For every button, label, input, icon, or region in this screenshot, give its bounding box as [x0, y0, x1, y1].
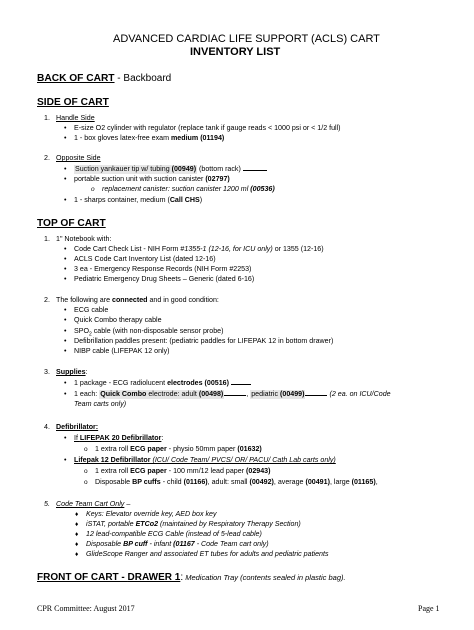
- defib-lifepak20: • If LIFEPAK 20 Defibrillator:: [74, 434, 163, 443]
- list-item: • 1 package - ECG radiolucent electrodes (00516): [74, 379, 251, 388]
- front-of-cart-line: FRONT OF CART - DRAWER 1: Medication Tray (contents sealed in plastic bag).: [37, 572, 346, 583]
- list-item: • E-size O2 cylinder with regulator (replace tank if gauge reads < 1000 psi or < 1/2 full): [74, 124, 341, 133]
- top-of-cart-heading: TOP OF CART: [37, 218, 106, 229]
- notebook-label: 1" Notebook with:: [56, 235, 112, 243]
- list-item: • 3 ea - Emergency Response Records (NIH Form #2253): [74, 265, 251, 274]
- opposite-side-num: 2.: [44, 154, 50, 162]
- list-item: • 1 - box gloves latex-free exam medium (01194): [74, 134, 224, 143]
- list-item: • Pediatric Emergency Drug Sheets – Generic (dated 6-16): [74, 275, 254, 284]
- connected-label: The following are connected and in good condition:: [56, 296, 219, 304]
- list-item: • ECG cable: [74, 306, 108, 315]
- footer-page-number: Page 1: [418, 604, 440, 613]
- supplies-label: Supplies:: [56, 368, 88, 376]
- handle-side-label: Handle Side: [56, 114, 95, 122]
- list-item: • 1 - sharps container, medium (Call CHS): [74, 196, 202, 205]
- defib-lifepak12: • Lifepak 12 Defibrillator (ICU/ Code Team/ PVCS/ OR/ PACU/ Cath Lab carts only): [74, 456, 336, 465]
- list-item: ♦ 12 lead-compatible ECG Cable (instead of 5-lead cable): [86, 530, 262, 539]
- list-item: • Suction yankauer tip w/ tubing (00949) (bottom rack): [74, 165, 267, 174]
- supplies-num: 3.: [44, 368, 50, 376]
- list-item: • Defibrillation paddles present: (pediatric paddles for LIFEPAK 12 in bottom drawer): [74, 337, 333, 346]
- opposite-side-label: Opposite Side: [56, 154, 101, 162]
- doc-title: ADVANCED CARDIAC LIFE SUPPORT (ACLS) CART: [113, 33, 380, 45]
- list-item: • Quick Combo therapy cable: [74, 316, 162, 325]
- list-item: • 1 each: Quick Combo electrode: adult (00498) , pediatric (00499) (2 ea. on ICU/Code: [74, 390, 391, 399]
- list-subitem: o 1 extra roll ECG paper - 100 mm/12 lead paper (02943): [95, 467, 270, 476]
- list-item: ♦ iSTAT, portable ETCo2 (maintained by Respiratory Therapy Section): [86, 520, 301, 529]
- defib-num: 4.: [44, 423, 50, 431]
- doc-subtitle: INVENTORY LIST: [190, 46, 281, 58]
- side-of-cart-heading: SIDE OF CART: [37, 97, 109, 108]
- list-item: • ACLS Code Cart Inventory List (dated 12-16): [74, 255, 216, 264]
- code-team-label: Code Team Cart Only –: [56, 500, 131, 508]
- list-item: ♦ Keys: Elevator override key, AED box key: [86, 510, 217, 519]
- defib-label: Defibrillator:: [56, 423, 99, 431]
- list-subitem: o replacement canister: suction canister 1200 ml (00536): [102, 185, 275, 194]
- back-of-cart-heading: BACK OF CART: [37, 73, 115, 84]
- list-item: • portable suction unit with suction canister (02797): [74, 175, 230, 184]
- back-of-cart-line: [37, 73, 171, 84]
- footer-left: CPR Committee: August 2017: [37, 604, 135, 613]
- handle-side-num: 1.: [44, 114, 50, 122]
- list-item: ♦ GlideScope Ranger and associated ET tubes for adults and pediatric patients: [86, 550, 329, 559]
- list-item: ♦ Disposable BP cuff - infant (01167 - Code Team cart only): [86, 540, 269, 549]
- connected-num: 2.: [44, 296, 50, 304]
- list-subitem: o 1 extra roll ECG paper - physio 50mm paper (01632): [95, 445, 262, 454]
- list-subitem: o Disposable BP cuffs - child (01166), adult: small (00492), average (00491), large (01165),: [95, 478, 378, 487]
- list-item: • Code Cart Check List - NIH Form #1355-1 (12-16, for ICU only) or 1355 (12-16): [74, 245, 324, 254]
- notebook-num: 1.: [44, 235, 50, 243]
- drawer-label: DRAWER 1: [127, 572, 181, 583]
- list-item: • NIBP cable (LIFEPAK 12 only): [74, 347, 170, 356]
- list-item-continuation: Team carts only): [74, 400, 127, 408]
- list-item: • $SPO_2$ cable (with non-disposable sensor probe): [74, 327, 223, 339]
- back-of-cart-value: - Backboard: [114, 73, 172, 84]
- front-of-cart-heading: FRONT OF CART -: [37, 572, 128, 583]
- code-team-num: 5.: [44, 500, 50, 508]
